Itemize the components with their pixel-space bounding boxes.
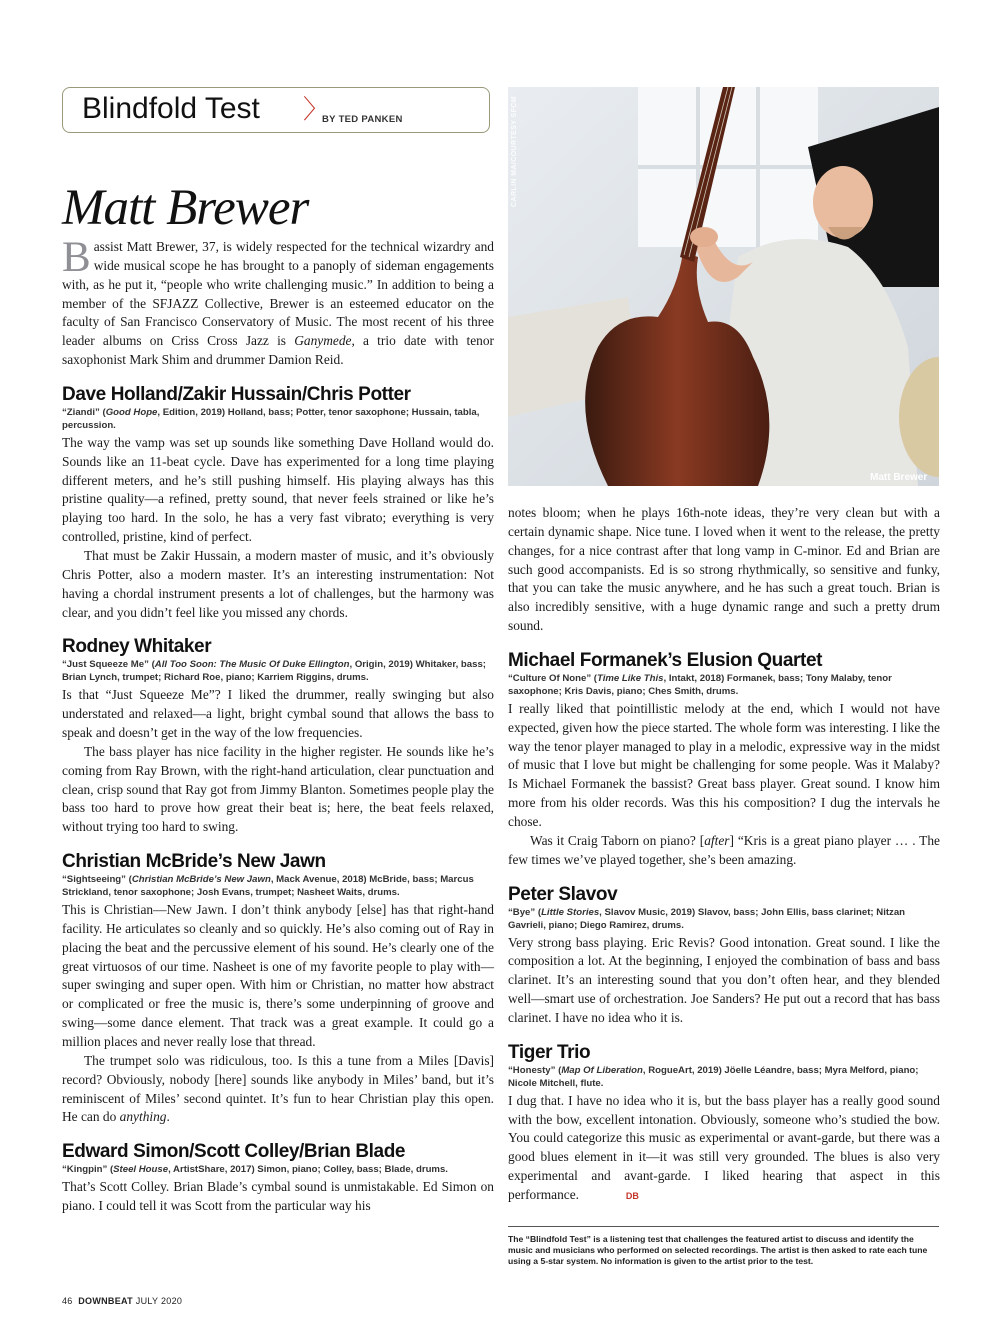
- review-paragraph: That’s Scott Colley. Brian Blade’s cymbal sound is unmistakable. Ed Simon on piano. I could tell it was Scott from the particular way his: [62, 1179, 494, 1214]
- review-paragraph-continued: notes bloom; when he plays 16th-note ideas, they’re very clean but with a certain dynamic shape. Nice tune. I loved when it went to the release, the pretty changes, for a nice contrast after that long vamp in C-minor. Ed and Brian are such good accompanists. Ed is so strong rhythmically, so sensitive and funky, that you can take the music anywhere, and he has such a great touch. Brian is also incredibly sensitive, with a huge dynamic range and such a pretty drum sound.: [508, 505, 940, 634]
- photo-caption: Matt Brewer: [870, 472, 928, 483]
- review-heading: Rodney Whitaker: [62, 636, 212, 658]
- review-credits: “Culture Of None” (Time Like This, Intakt, 2018) Formanek, bass; Tony Malaby, tenor saxophone; Kris Davis, piano; Ches Smith, drums.: [508, 672, 892, 697]
- drop-cap: B: [62, 234, 91, 281]
- review-paragraph: I dug that. I have no idea who it is, but the bass player has a really good sound with the bow, excellent intonation. Obviously, someone who’s studied the bow. You could categorize this music as experimental or avant-garde, but there was a good blues element in it—it was still very grounded. The blues is also very experimental and avant-garde. I liked hearing that aspect in this performance. DB: [508, 1092, 940, 1202]
- byline: BY TED PANKEN: [322, 114, 403, 125]
- review-paragraph: The trumpet solo was ridiculous, too. Is this a tune from a Miles [Davis] record? Obviously, nobody [here] sounds like anybody in Miles’ band, but it’s reminiscent of Miles’ second quintet. It’s fun to hear Christian play this open. He can do anything.: [62, 1052, 494, 1125]
- chevron-right-icon: 〉: [303, 94, 330, 124]
- review-credits: “Kingpin” (Steel House, ArtistShare, 2017) Simon, piano; Colley, bass; Blade, drums.: [62, 1164, 448, 1176]
- end-mark: DB: [625, 1190, 639, 1201]
- review-tiger-trio: [508, 1042, 940, 1206]
- review-paragraph: Was it Craig Taborn on piano? [after] “Kris is a great piano player … . The few times we’ve played together, she’s been amazing.: [508, 832, 940, 867]
- review-simon: [62, 1141, 494, 1216]
- review-paragraph: I really liked that pointillistic melody at the end, which I would not have expected, given how the piece started. The whole form was interesting. I like the way the tenor player managed to play in a melodic, expressive way in the midst of music that I love but might be challenging for some people. Was it Malaby? Is Michael Formanek the bassist? Great bass player. Great sound. I know him more from his older records. Was this his composition? I dug the intervals he chose.: [508, 700, 940, 829]
- review-heading: Christian McBride’s New Jawn: [62, 851, 326, 873]
- review-paragraph: That must be Zakir Hussain, a modern master of music, and it’s obviously Chris Potter, also a modern master. It’s an interesting instrumentation: Not having a chordal instrument presents a lot of challenges, but the harmony was clear, and you didn’t feel like you missed any chords.: [62, 547, 494, 620]
- review-credits: “Ziandi” (Good Hope, Edition, 2019) Holland, bass; Potter, tenor saxophone; Hussain, tabla, percussion.: [62, 406, 480, 431]
- review-slavov: [508, 884, 940, 1028]
- divider: [508, 1226, 939, 1227]
- page-footer: [62, 1296, 182, 1306]
- review-formanek: [508, 650, 940, 870]
- review-credits: “Bye” (Little Stories, Slavov Music, 2019) Slavov, bass; John Ellis, bass clarinet; Nitzan Gavrieli, piano; Diego Ramirez, drums.: [508, 906, 906, 931]
- review-paragraph: Very strong bass playing. Eric Revis? Good intonation. Great sound. I like the composition a lot. At the beginning, I enjoyed the combination of bass and bass clarinet. It’s an interesting sound that you don’t often hear, and they blended well—smart use of orchestration. Joe Sanders? He put out a record that has bass clarinet. I have no idea who it is.: [508, 934, 940, 1025]
- review-heading: Edward Simon/Scott Colley/Brian Blade: [62, 1141, 406, 1163]
- review-heading: Peter Slavov: [508, 883, 618, 905]
- review-holland: [62, 384, 494, 622]
- review-paragraph: This is Christian—New Jawn. I don’t think anybody [else] has that right-hand facility. He articulates so cleanly and so quickly. He’s also coming out of Ray in placing the beat and the percussive element of his sound. He’s clearly one of the great virtuosos of our time. Nasheet is one of my favorite people to play with—super swinging and super open. With him or Christian, no matter how abstract or complicated or free the music is, there’s some underpinning of groove and swing—some dance element. That track was a great example. It could go a million places and never really lose that thread.: [62, 902, 494, 1049]
- review-credits: “Sightseeing” (Christian McBride’s New Jawn, Mack Avenue, 2018) McBride, bass; Marcus Strickland, tenor saxophone; Josh Evans, trumpet; Nasheet Waits, drums.: [62, 874, 474, 899]
- photo-illustration: [508, 87, 939, 486]
- article-title: Matt Brewer: [62, 180, 309, 236]
- review-whitaker: [62, 636, 494, 837]
- magazine-name: DOWNBEAT: [78, 1296, 133, 1306]
- blindfold-test-note: The “Blindfold Test” is a listening test that challenges the featured artist to discuss and identify the music and musicians who performed on selected recordings. The artist is then asked to rate each tune using a 5-star system. No information is given to the artist prior to the test.: [508, 1234, 928, 1266]
- left-column: [62, 234, 495, 1216]
- artist-photo: [508, 87, 939, 486]
- column-title: Blindfold Test: [82, 92, 260, 125]
- intro-paragraph: Bassist Matt Brewer, 37, is widely respected for the technical wizardry and wide musical scope he has brought to a panoply of sideman engagements with, as he put it, “people who write challenging music.” In addition to being a member of the SFJAZZ Collective, Brewer is an esteemed educator on the faculty of San Francisco Conservatory of Music. The most recent of his three leader albums on Criss Cross Jazz is Ganymede, a trio date with tenor saxophonist Mark Shim and drummer Damion Reid.: [62, 234, 495, 368]
- review-paragraph: The bass player has nice facility in the higher register. He sounds like he’s coming from Ray Brown, with the right-hand articulation, clear punctuation and clean, crisp sound that Ray got from Jimmy Blanton. Sometimes people play the bass too hard to prove how great their beat is; here, the beat feels relaxed, without trying too hard to swing.: [62, 743, 494, 835]
- issue-date: JULY 2020: [135, 1296, 183, 1306]
- review-heading: Tiger Trio: [508, 1041, 591, 1063]
- page-number: 46: [62, 1296, 73, 1306]
- photo-credit: CARLIN MA/COURTESY SFCM: [511, 96, 518, 207]
- right-column: [508, 504, 940, 1206]
- album-title: Ganymede: [294, 333, 352, 349]
- review-credits: “Honesty” (Map Of Liberation, RogueArt, 2019) Jöelle Léandre, bass; Myra Melford, piano; Nicole Mitchell, flute.: [508, 1064, 919, 1089]
- review-heading: Dave Holland/Zakir Hussain/Chris Potter: [62, 383, 411, 405]
- review-paragraph: The way the vamp was set up sounds like something Dave Holland would do. Sounds like an 11-beat cycle. Dave has experimented for a long time playing different meters, and he’s still pushing himself. His playing always has this pristine quality—a refined, pretty sound, that never feels strained or like he’s playing too hard. In the solo, he has a very fast vibrato; everything is very controlled, pristine, kind of perfect.: [62, 434, 494, 545]
- review-heading: Michael Formanek’s Elusion Quartet: [508, 649, 823, 671]
- review-mcbride: [62, 851, 494, 1127]
- review-credits: “Just Squeeze Me” (All Too Soon: The Music Of Duke Ellington, Origin, 2019) Whitaker, bass; Brian Lynch, trumpet; Richard Roe, piano; Karriem Riggins, drums.: [62, 659, 486, 684]
- review-paragraph: Is that “Just Squeeze Me”? I liked the drummer, really swinging but also understated and relaxed—a light, bright cymbal sound that allows the bass to speak and doesn’t get in the way of the low frequencies.: [62, 687, 494, 741]
